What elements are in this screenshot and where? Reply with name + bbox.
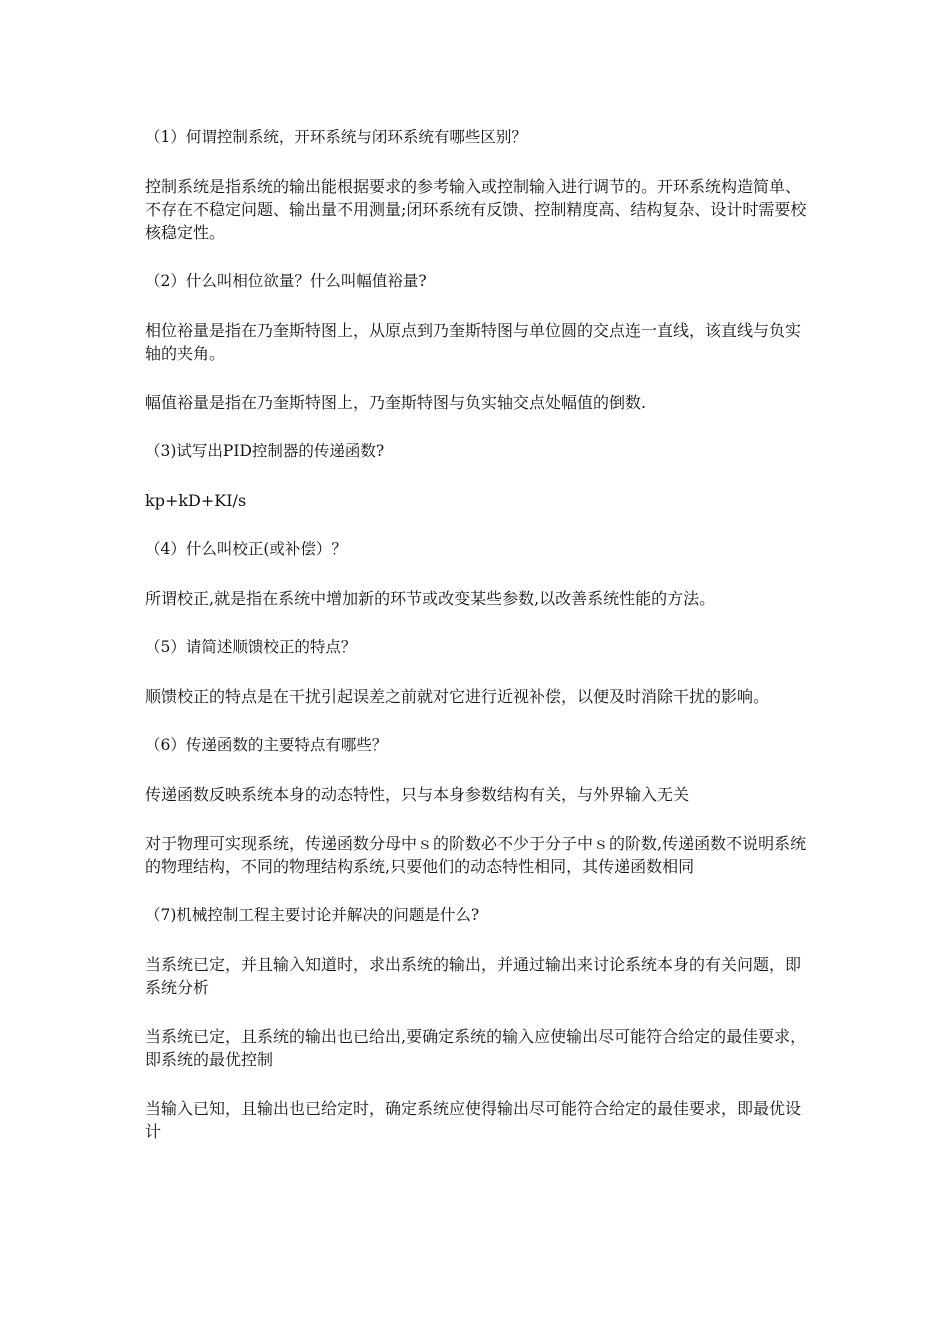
answer-7b: 当系统已定，且系统的输出也已给出,要确定系统的输入应使输出尽可能符合给定的最佳要求，即系统的最优控制 — [145, 1027, 807, 1069]
document-body — [145, 126, 815, 1169]
answer-7a: 当系统已定，并且输入知道时，求出系统的输出，并通过输出来讨论系统本身的有关问题，即系统分析 — [145, 955, 802, 997]
question-3: （3)试写出PID控制器的传递函数? — [145, 442, 385, 460]
answer-5: 顺馈校正的特点是在干扰引起误差之前就对它进行近视补偿，以便及时消除干扰的影响。 — [145, 687, 770, 706]
question-2: （2）什么叫相位欲量？什么叫幅值裕量? — [145, 272, 427, 290]
answer-4: 所谓校正,就是指在系统中增加新的环节或改变某些参数,以改善系统性能的方法。 — [145, 589, 716, 608]
answer-3: kp+kD+KI/s — [145, 491, 247, 510]
question-7: （7)机械控制工程主要讨论并解决的问题是什么? — [145, 906, 480, 924]
question-6: （6）传递函数的主要特点有哪些？ — [145, 736, 388, 754]
answer-6b: 对于物理可实现系统，传递函数分母中ｓ的阶数必不少于分子中ｓ的阶数,传递函数不说明系统的物理结构，不同的物理结构系统,只要他们的动态特性相同，其传递函数相同 — [145, 834, 807, 876]
answer-2a: 相位裕量是指在乃奎斯特图上，从原点到乃奎斯特图与单位圆的交点连一直线，该直线与负实轴的夹角。 — [145, 321, 802, 363]
answer-1: 控制系统是指系统的输出能根据要求的参考输入或控制输入进行调节的。开环系统构造简单、不存在不稳定问题、输出量不用测量;闭环系统有反馈、控制精度高、结构复杂、设计时需要校核稳定性。 — [145, 177, 807, 242]
answer-7c: 当输入已知，且输出也已给定时，确定系统应使得输出尽可能符合给定的最佳要求，即最优设计 — [145, 1099, 802, 1141]
question-1: （1）何谓控制系统，开环系统与闭环系统有哪些区别？ — [145, 128, 527, 146]
question-5: （5）请简述顺馈校正的特点？ — [145, 638, 357, 656]
question-4: （4）什么叫校正(或补偿）？ — [145, 540, 347, 558]
answer-2b: 幅值裕量是指在乃奎斯特图上，乃奎斯特图与负实轴交点处幅值的倒数. — [145, 393, 647, 412]
answer-6a: 传递函数反映系统本身的动态特性，只与本身参数结构有关，与外界输入无关 — [145, 785, 690, 804]
